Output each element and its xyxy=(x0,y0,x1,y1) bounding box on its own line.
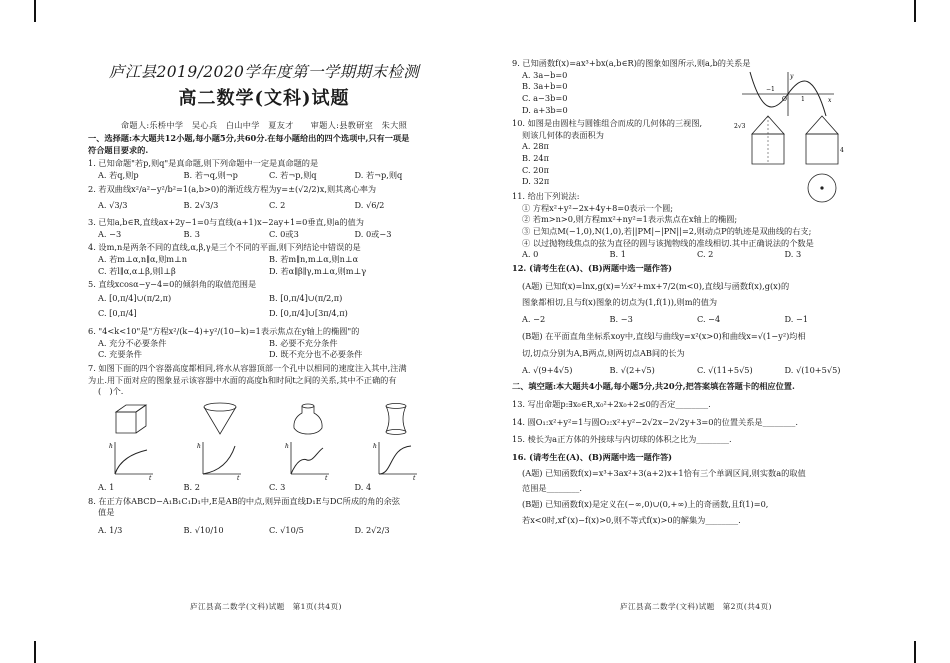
graph-4-h-label: h xyxy=(373,442,377,450)
q5-option-a: A. [0,π/4]∪(π/2,π) xyxy=(98,292,172,303)
q8-stem-2: 值是 xyxy=(98,507,115,518)
q4-option-c: C. 若l∥α,α⊥β,则l⊥β xyxy=(98,265,176,276)
q4-option-b: B. 若m∥n,m⊥α,则n⊥α xyxy=(269,253,359,264)
q10-option-b: B. 24π xyxy=(522,153,550,164)
q10-stem-2: 则该几何体的表面积为 xyxy=(522,129,604,140)
graph-4-t-label: t xyxy=(413,474,416,480)
q12-b-line-1: (B题) 在平面直角坐标系xoy中,直线l与曲线y=x²(x>0)和曲线x=√(1−y²)均相 xyxy=(522,331,806,342)
q12-a-option-c: C. −4 xyxy=(697,313,721,324)
q12-b-line-2: 切,切点分别为A,B两点,则两切点AB间的长为 xyxy=(522,348,685,359)
page-1-footer: 庐江县高二数学(文科)试题 第1页(共4页) xyxy=(190,602,342,611)
container-flask-figure xyxy=(288,402,328,436)
q8-options xyxy=(88,525,440,537)
graph-3 xyxy=(285,440,331,480)
q11-option-a: A. 0 xyxy=(522,249,539,260)
q4-options xyxy=(88,254,440,277)
q11-options xyxy=(512,249,872,261)
q16-a-line-2: 范围是________. xyxy=(522,483,582,494)
q10-stem-1: 10. 如图是由圆柱与圆锥组合而成的几何体的三视图, xyxy=(512,118,703,129)
q7-stem-3: ( )个. xyxy=(98,386,124,397)
q9-option-a: A. 3a−b=0 xyxy=(522,69,568,80)
q8-option-d: D. 2√2/3 xyxy=(354,524,390,535)
q2-option-a: A. √3/3 xyxy=(98,200,128,211)
q6-options xyxy=(88,338,440,361)
q11-stem: 11. 给出下列说法: xyxy=(512,191,580,202)
q1-options xyxy=(88,170,440,182)
q7-options xyxy=(88,482,440,494)
page-2-footer: 庐江县高二数学(文科)试题 第2页(共4页) xyxy=(620,602,772,611)
q12-a-line-1: (A题) 已知f(x)=lnx,g(x)=½x²+mx+7/2(m<0),直线l与函数f(x),g(x)的 xyxy=(522,280,790,291)
q12-a-options xyxy=(512,314,872,326)
section1-heading-cont: 符合题目要求的. xyxy=(88,144,149,155)
q8-option-b: B. √10/10 xyxy=(183,524,224,535)
q16-a-line-1: (A题) 已知函数f(x)=x³+3ax²+3(a+2)x+1恰有三个单调区间,则实数a的取值 xyxy=(522,467,806,478)
q8-option-c: C. √10/5 xyxy=(269,524,304,535)
q11-option-c: C. 2 xyxy=(697,249,714,260)
q9-option-d: D. a+3b=0 xyxy=(522,104,568,115)
q4-option-a: A. 若m⊥α,n∥α,则m⊥n xyxy=(98,253,188,264)
graph-1-t-label: t xyxy=(149,474,152,480)
q9-option-c: C. a−3b=0 xyxy=(522,92,568,103)
q12-b-options xyxy=(512,365,872,377)
q6-option-b: B. 必要不充分条件 xyxy=(269,337,338,348)
container-vase-figure xyxy=(376,402,416,436)
q10-option-c: C. 20π xyxy=(522,164,549,175)
staff-line: 命题人:乐桥中学 吴心兵 白山中学 夏友才 审题人:县教研室 朱大照 xyxy=(120,119,408,130)
page-1 xyxy=(88,0,440,536)
q10-block xyxy=(512,118,872,188)
q7-containers xyxy=(88,402,440,436)
q12-a-option-d: D. −1 xyxy=(784,313,809,324)
q10-width-label: 4 xyxy=(840,147,844,155)
q7-option-a: A. 1 xyxy=(98,481,115,492)
q7-option-c: C. 3 xyxy=(269,481,286,492)
scan-mark-top-right xyxy=(914,0,916,22)
graph-2-h-label: h xyxy=(197,442,201,450)
q7-stem-1: 7. 如图下面的四个容器高度都相同,将水从容器顶部一个孔中以相同的速度注入其中,注满 xyxy=(88,362,407,373)
q6-stem: 6. "4<k<10"是"方程x²/(k−4)+y²/(10−k)=1表示焦点在y轴上的椭圆"的 xyxy=(88,326,360,337)
q2-options xyxy=(88,200,440,212)
q1-option-a: A. 若q,则p xyxy=(98,170,139,181)
q4-stem: 4. 设m,n是两条不同的直线,α,β,γ是三个不同的平面,则下列结论中错误的是 xyxy=(88,242,361,253)
q9-neg-one-label: −1 xyxy=(766,86,775,93)
q8-option-a: A. 1/3 xyxy=(98,524,123,535)
graph-1-h-label: h xyxy=(109,442,113,450)
q12-b-option-a: A. √(9+4√5) xyxy=(522,364,573,375)
q1-option-d: D. 若¬p,则q xyxy=(354,170,403,181)
q4-option-d: D. 若α∥β∥γ,m⊥α,则m⊥γ xyxy=(269,265,367,276)
q5-option-b: B. [0,π/4]∪(π/2,π) xyxy=(269,292,343,303)
q9-origin-label: O xyxy=(782,96,787,103)
q2-option-d: D. √6/2 xyxy=(354,200,385,211)
q11-option-d: D. 3 xyxy=(784,249,802,260)
q5-option-d: D. [0,π/4]∪[3π/4,π) xyxy=(269,308,348,319)
q6-option-a: A. 充分不必要条件 xyxy=(98,337,167,348)
q7-stem-2: 为止.用下面对应的图象显示该容器中水面的高度h和时间t之间的关系,其中不正确的有 xyxy=(88,374,397,385)
q12-stem: 12. (请考生在(A)、(B)两题中选一题作答) xyxy=(512,262,673,273)
q3-option-b: B. 3 xyxy=(183,228,200,239)
q9-stem: 9. 已知函数f(x)=ax³+bx(a,b∈R)的图象如图所示,则a,b的关系是 xyxy=(512,58,751,68)
q1-option-b: B. 若¬q,则¬p xyxy=(183,170,238,181)
q2-stem: 2. 若双曲线x²/a²−y²/b²=1(a,b>0)的渐近线方程为y=±(√2/2)x,则其离心率为 xyxy=(88,183,377,194)
graph-3-h-label: h xyxy=(285,442,289,450)
graph-3-t-label: t xyxy=(325,474,328,480)
q3-option-d: D. 0或−3 xyxy=(354,228,392,239)
q12-b-option-c: C. √(11+5√5) xyxy=(697,364,753,375)
q3-options xyxy=(88,229,440,241)
q1-option-c: C. 若¬p,则q xyxy=(269,170,317,181)
exam-subtitle: 高二数学(文科)试题 xyxy=(178,88,350,109)
q10-three-views xyxy=(734,112,858,212)
container-cone-figure xyxy=(200,402,240,436)
q3-stem: 3. 已知a,b∈R,直线ax+2y−1=0与直线(a+1)x−2ay+1=0垂直,则a的值为 xyxy=(88,217,364,228)
q9-x-label: x xyxy=(828,97,832,104)
q1-stem: 1. 已知命题"若p,则q"是真命题,则下列命题中一定是真命题的是 xyxy=(88,158,319,169)
page-2 xyxy=(512,0,872,526)
q7-graphs xyxy=(88,440,440,480)
q11-item-2: ② 若m>n>0,则方程mx²+ny²=1表示焦点在x轴上的椭圆; xyxy=(522,214,738,225)
q2-option-c: C. 2 xyxy=(269,200,286,211)
q13-text: 13. 写出命题p:∃x₀∈R,x₀²+2x₀+2≤0的否定________. xyxy=(512,399,711,410)
q14-text: 14. 圆O₁:x²+y²=1与圆O₂:x²+y²−2√2x−2√2y+3=0的位置关系是________. xyxy=(512,416,798,427)
q11-item-4: ④ 以过抛物线焦点的弦为直径的圆与该抛物线的准线相切.其中正确说法的个数是 xyxy=(522,237,814,248)
graph-2 xyxy=(197,440,243,480)
q6-option-c: C. 充要条件 xyxy=(98,349,142,360)
q7-option-d: D. 4 xyxy=(354,481,372,492)
q16-stem: 16. (请考生在(A)、(B)两题中选一题作答) xyxy=(512,451,673,462)
q12-a-line-2: 图象都相切,且与f(x)图象的切点为(1,f(1)),则m的值为 xyxy=(522,297,718,308)
q15-text: 15. 棱长为a正方体的外接球与内切球的体积之比为________. xyxy=(512,434,732,445)
graph-4 xyxy=(373,440,419,480)
q12-a-option-b: B. −3 xyxy=(609,313,633,324)
q16-b-line-2: 若x<0时,xf′(x)−f(x)>0,则不等式f(x)>0的解集为________. xyxy=(522,514,741,525)
q9-block xyxy=(512,58,872,116)
q10-option-d: D. 32π xyxy=(522,176,550,187)
q9-option-b: B. 3a+b=0 xyxy=(522,81,568,92)
q10-option-a: A. 28π xyxy=(522,141,549,152)
graph-2-t-label: t xyxy=(237,474,240,480)
graph-1 xyxy=(109,440,155,480)
scan-mark-bottom-right xyxy=(914,641,916,663)
q12-b-option-b: B. √(2+√5) xyxy=(609,364,655,375)
q9-y-label: y xyxy=(790,73,794,80)
q8-stem-1: 8. 在正方体ABCD−A₁B₁C₁D₁中,E是AB的中点,则异面直线D₁E与DC所成的角的余弦 xyxy=(88,495,400,506)
q11-option-b: B. 1 xyxy=(609,249,626,260)
q7-option-b: B. 2 xyxy=(183,481,200,492)
q11-item-3: ③ 已知点M(−1,0),N(1,0),若||PM|−|PN||=2,则动点P的轨迹是双曲线的右支; xyxy=(522,225,812,236)
section1-heading: 一、选择题:本大题共12小题,每小题5分,共60分.在每小题给出的四个选项中,只有一项是 xyxy=(88,133,410,144)
q5-options xyxy=(88,291,440,322)
q3-option-c: C. 0或3 xyxy=(269,228,299,239)
scan-mark-top-left xyxy=(34,0,36,22)
q5-stem: 5. 直线xcosα−y−4=0的倾斜角的取值范围是 xyxy=(88,279,257,290)
q2-option-b: B. 2√3/3 xyxy=(183,200,219,211)
q9-one-label: 1 xyxy=(801,96,805,103)
q16-b-line-1: (B题) 已知函数f(x)是定义在(−∞,0)∪(0,+∞)上的奇函数,且f(1)=0, xyxy=(522,498,769,509)
container-cube-figure xyxy=(112,402,152,436)
q10-height-label: 2√3 xyxy=(734,123,746,131)
exam-title: 庐江县2019/2020学年度第一学期期末检测 xyxy=(108,63,420,81)
section2-heading: 二、填空题:本大题共4小题,每小题5分,共20分,把答案填在答题卡的相应位置. xyxy=(512,381,795,392)
q12-a-option-a: A. −2 xyxy=(522,313,546,324)
q5-option-c: C. [0,π/4] xyxy=(98,308,137,319)
q9-cubic-graph xyxy=(740,70,836,118)
q3-option-a: A. −3 xyxy=(98,228,122,239)
q12-b-option-d: D. √(10+5√5) xyxy=(784,364,841,375)
q6-option-d: D. 既不充分也不必要条件 xyxy=(269,349,363,360)
scan-mark-bottom-left xyxy=(34,641,36,663)
q11-item-1: ① 方程x²+y²−2x+4y+8=0表示一个圆; xyxy=(522,202,674,213)
